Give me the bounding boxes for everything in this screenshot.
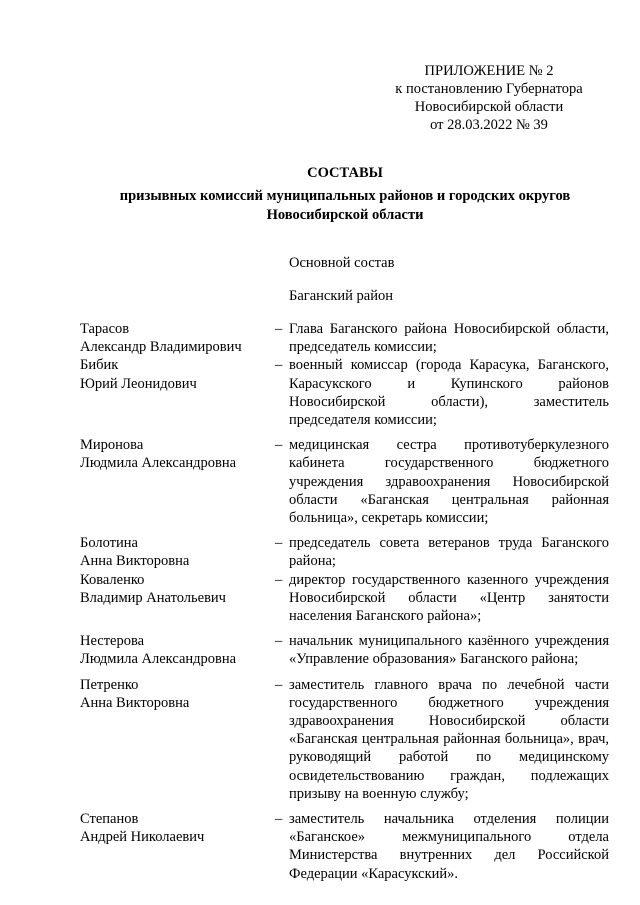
section-heading: Основной состав: [289, 255, 395, 271]
member-row: [80, 810, 610, 883]
member-name: [80, 436, 275, 527]
member-name: [80, 320, 275, 356]
title-line-3: Новосибирской области: [266, 207, 424, 223]
separator-dash: –: [275, 811, 283, 828]
member-name: [80, 356, 275, 429]
separator-dash: –: [275, 633, 283, 650]
member-surname: Миронова: [80, 437, 144, 454]
member-name: [80, 810, 275, 883]
district-heading: Баганский район: [289, 288, 393, 304]
member-given-name: Людмила Александровна: [80, 455, 237, 472]
appendix-region: Новосибирской области: [414, 99, 564, 115]
member-name: [80, 534, 275, 570]
member-role: начальник муниципального казённого учреждения «Управление образования» Баганского района;: [289, 633, 609, 668]
member-name: [80, 571, 275, 626]
member-role: председатель совета ветеранов труда Баганского района;: [289, 535, 609, 570]
member-name: [80, 676, 275, 803]
member-row: [80, 534, 610, 570]
member-surname: Тарасов: [80, 321, 130, 337]
document-title: [60, 164, 630, 225]
member-role: директор государственного казенного учреждения Новосибирской области «Центр занятости населения Баганского района»;: [289, 571, 609, 625]
separator-dash: –: [275, 571, 283, 588]
member-surname: Нестерова: [80, 633, 145, 650]
separator-dash: –: [275, 437, 283, 454]
member-row: [80, 571, 610, 626]
separator-dash: –: [275, 321, 283, 337]
member-row: [80, 632, 610, 668]
member-role: заместитель начальника отделения полиции «Баганское» межмуниципального отдела Министерства внутренних дел Российской Федерации «Карасукский».: [289, 811, 609, 882]
commission-members-list: [80, 320, 610, 883]
member-given-name: Людмила Александровна: [80, 651, 237, 668]
member-row: [80, 676, 610, 803]
member-given-name: Андрей Николаевич: [80, 829, 205, 846]
member-surname: Степанов: [80, 811, 139, 828]
member-role: Глава Баганского района Новосибирской области, председатель комиссии;: [289, 321, 609, 356]
separator-dash: –: [275, 535, 283, 552]
member-given-name: Александр Владимирович: [80, 339, 242, 356]
member-row: [80, 436, 610, 527]
appendix-header: [370, 62, 608, 134]
member-given-name: Анна Викторовна: [80, 694, 190, 711]
member-surname: Бибик: [80, 357, 119, 374]
member-given-name: Юрий Леонидович: [80, 375, 197, 392]
appendix-reference: к постановлению Губернатора: [395, 81, 583, 97]
member-surname: Петренко: [80, 676, 139, 693]
member-row: [80, 320, 610, 356]
separator-dash: –: [275, 676, 283, 693]
title-line-1: СОСТАВЫ: [307, 165, 383, 181]
member-given-name: Анна Викторовна: [80, 553, 190, 570]
member-role: заместитель главного врача по лечебной части государственного бюджетного учреждения здравоохранения Новосибирской области «Баганская центральная районная больница», врач, руководящий работой по медицинскому освидетельствованию граждан, подлежащих призыву на военную службу;: [289, 676, 609, 802]
member-given-name: Владимир Анатольевич: [80, 589, 226, 606]
member-name: [80, 632, 275, 668]
appendix-date: от 28.03.2022 № 39: [430, 117, 548, 133]
member-row: [80, 356, 610, 429]
appendix-number: ПРИЛОЖЕНИЕ № 2: [424, 63, 554, 79]
member-surname: Коваленко: [80, 571, 145, 588]
separator-dash: –: [275, 357, 283, 374]
member-role: медицинская сестра противотуберкулезного кабинета государственного бюджетного учреждения здравоохранения Новосибирской области «Баганская центральная районная больница», секретарь комиссии;: [289, 437, 609, 527]
title-line-2: призывных комиссий муниципальных районов и городских округов: [119, 188, 571, 204]
member-role: военный комиссар (города Карасука, Баганского, Карасукского и Купинского районов Новосибирской области), заместитель председателя комиссии;: [289, 357, 609, 429]
member-surname: Болотина: [80, 535, 138, 552]
